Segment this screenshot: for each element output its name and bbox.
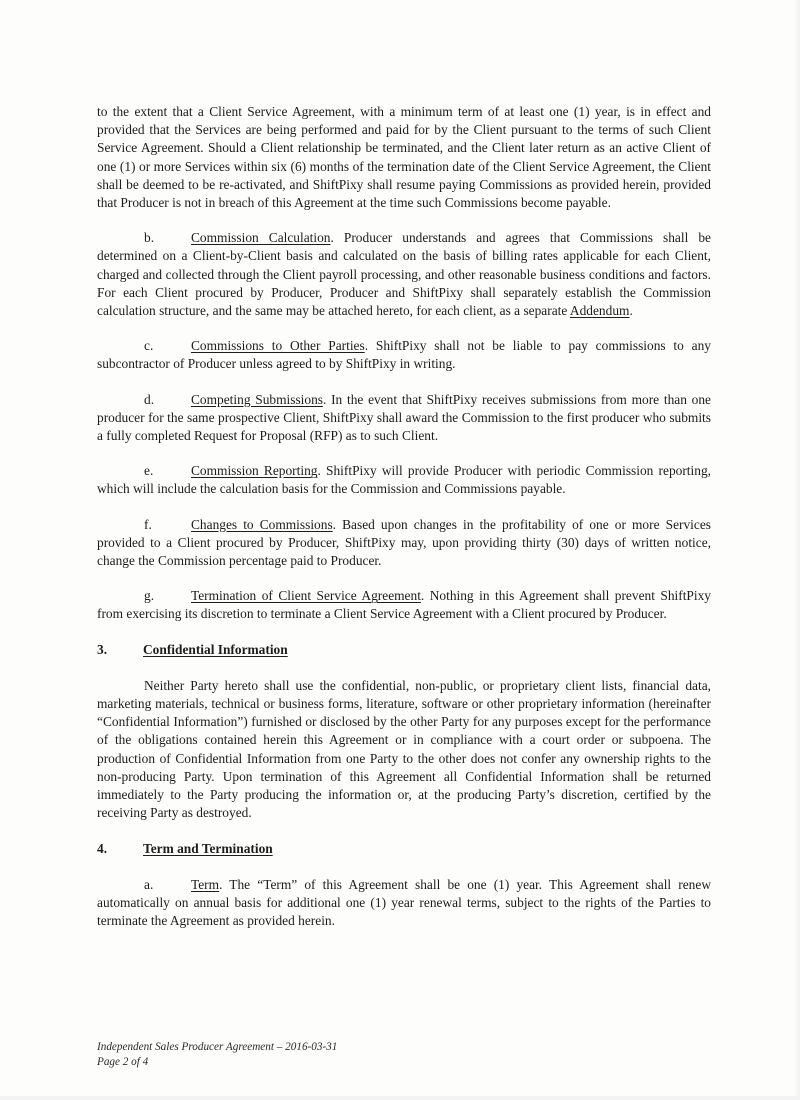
clause-tail: . [629, 303, 633, 319]
clause-heading: Commission Reporting [191, 463, 318, 479]
clause-addendum: Addendum [569, 303, 630, 319]
clause-heading: Changes to Commissions [191, 516, 333, 532]
clause-body: . In the event that ShiftPixy receives submissions from more than one producer for the same prospective Client, ShiftPixy shall award the Commission to the first producer who submits a fully completed Request for Proposal (RFP) as to such Client. [97, 391, 711, 444]
clause-heading: Competing Submissions [191, 391, 323, 407]
clause-label: f. [144, 516, 152, 532]
section-3-heading [97, 641, 711, 659]
scan-edge-right [794, 0, 800, 1100]
clause-label: c. [144, 338, 154, 354]
clause-body: . Producer understands and agrees that Commissions shall be determined on a Client-by-Client basis and calculated on the basis of billing rates applicable for each Client, charged and collected through the Client payroll processing, and other reasonable business conditions and factors. For each Client procured by Producer, Producer and ShiftPixy shall separately establish the Commission calculation structure, and the same may be attached hereto, for each client, as a separate [97, 230, 711, 319]
clause-heading: Commissions to Other Parties [191, 338, 365, 354]
clause-body: . Nothing in this Agreement shall prevent ShiftPixy from exercising its discretion to terminate a Client Service Agreement with a Client procured by Producer. [97, 588, 711, 622]
clause-heading: Term [191, 876, 220, 892]
clause-body: . The “Term” of this Agreement shall be one (1) year. This Agreement shall renew automatically on annual basis for additional one (1) year renewal terms, subject to the rights of the Parties to terminate the Agreement as provided herein. [97, 876, 711, 929]
clause-b [97, 229, 711, 320]
document-body [97, 103, 711, 947]
intro-paragraph: to the extent that a Client Service Agreement, with a minimum term of at least one (1) year, is in effect and provided that the Services are being performed and paid for by the Client pursuant to the terms of such Client Service Agreement. Should a Client relationship be terminated, and the Client later return as an active Client of one (1) or more Services within six (6) months of the termination date of the Client Service Agreement, the Client shall be deemed to be re-activated, and ShiftPixy shall resume paying Commissions as provided herein, provided that Producer is not in breach of this Agreement at the time such Commissions become payable. [97, 104, 711, 211]
clause-heading: Termination of Client Service Agreement [191, 588, 421, 604]
footer-agreement-title: Independent Sales Producer Agreement – 2016-03-31 [97, 1041, 338, 1053]
clause-d [97, 391, 711, 446]
clause-body: . ShiftPixy shall not be liable to pay commissions to any subcontractor of Producer unless agreed to by ShiftPixy in writing. [97, 338, 711, 372]
section-number: 4. [97, 840, 108, 856]
clause-label: e. [144, 463, 154, 479]
clause-body: . ShiftPixy will provide Producer with periodic Commission reporting, which will include the calculation basis for the Commission and Commissions payable. [97, 463, 711, 497]
section-number: 3. [97, 641, 108, 657]
section-title: Confidential Information [143, 641, 288, 657]
section-4-heading [97, 840, 711, 858]
footer-page-number: Page 2 of 4 [97, 1056, 149, 1068]
page-footer [97, 1040, 337, 1070]
clause-e [97, 462, 711, 498]
clause-label: d. [144, 391, 155, 407]
clause-body: . Based upon changes in the profitability of one or more Services provided to a Client procured by Producer, ShiftPixy may, upon providing thirty (30) days of written notice, change the Commission percentage paid to Producer. [97, 516, 711, 569]
clause-label: g. [144, 588, 155, 604]
section-3-body: Neither Party hereto shall use the confidential, non-public, or proprietary client lists, financial data, marketing materials, technical or business forms, literature, software or other proprietary information (hereinafter “Confidential Information”) furnished or disclosed by the other Party for any purposes except for the performance of the obligations contained herein this Agreement or in compliance with a court order or subpoena. The production of Confidential Information from one Party to the other does not confer any ownership rights to the non-producing Party. Upon termination of this Agreement all Confidential Information shall be returned immediately to the Party producing the information or, at the producing Party’s discretion, certified by the receiving Party as destroyed. [97, 677, 711, 821]
section-title: Term and Termination [143, 840, 273, 856]
clause-heading: Commission Calculation [191, 230, 331, 246]
clause-c [97, 337, 711, 373]
clause-g [97, 587, 711, 623]
clause-f [97, 516, 711, 571]
clause-label: b. [144, 230, 155, 246]
scan-edge-bottom [0, 1096, 800, 1100]
clause-label: a. [144, 876, 154, 892]
clause-4a [97, 876, 711, 931]
